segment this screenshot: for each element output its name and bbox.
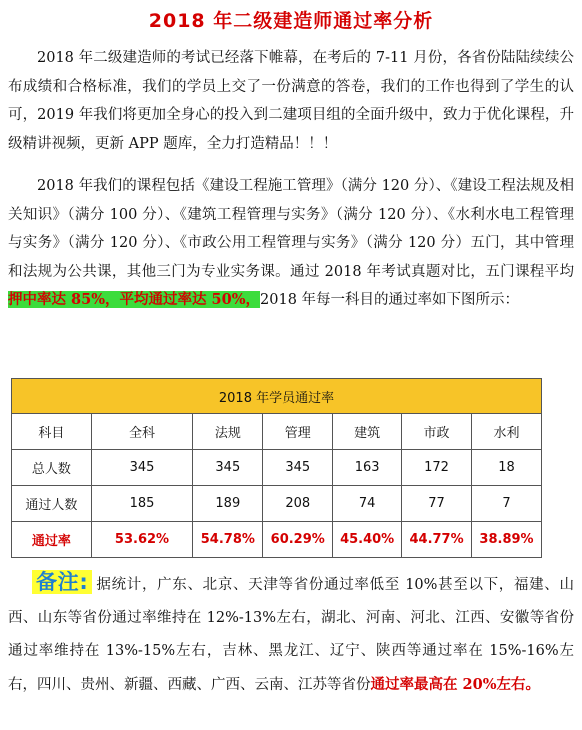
note-text: 据统计，广东、北京、天津等省份通过率低至 10%甚至以下，福建、山西、山东等省份通过率维持在 12%-13%左右，湖北、河南、河北、江西、安徽等省份通过率维持在 13%-15%左右，吉林、黑龙江、辽宁、陕西等通过率在 15%-16%左右，四川、贵州、新疆、西藏、广西、云南、江苏等省份 [8,577,574,693]
courses-paragraph [8,172,574,315]
table-cell: 345 [263,450,333,486]
table-cell: 18 [472,450,542,486]
header-cell: 市政 [402,414,472,450]
table-header-row [12,414,542,450]
courses-text: 2018 年我们的课程包括《建设工程施工管理》（满分 120 分）、《建设工程法规及相关知识》（满分 100 分）、《建筑工程管理与实务》（满分 120 分）、《水利水电工程管理与实务》（满分 120 分）、《市政公用工程管理与实务》（满分 120 分）五门，其中管理和法规为公共课，其他三门为专业实务课。通过 2018 年考试真题对比，五门课程平均 [8,178,574,280]
table-row [12,486,542,522]
header-cell: 科目 [12,414,92,450]
rate-cell: 54.78% [193,522,263,558]
rate-cell: 38.89% [472,522,542,558]
pass-rate-table [11,378,542,558]
table-cell: 189 [193,486,263,522]
intro-paragraph: 2018 年二级建造师的考试已经落下帷幕，在考后的 7-11 月份，各省份陆陆续续公布成绩和合格标准，我们的学员上交了一份满意的答卷，我们的工作也得到了学生的认可，2019 年我们将更加全身心的投入到二建项目组的全面升级中，致力于优化课程，升级精讲视频，更新 APP 题库，全力打造精品！！！ [8,50,574,152]
pass-rate-row [12,522,542,558]
note-paragraph [8,566,574,702]
table-cell: 172 [402,450,472,486]
table-cell: 74 [333,486,402,522]
header-cell: 管理 [263,414,333,450]
table-row [12,450,542,486]
rate-cell: 44.77% [402,522,472,558]
table-cell: 345 [193,450,263,486]
table-cell: 208 [263,486,333,522]
table-cell: 通过人数 [12,486,92,522]
header-cell: 法规 [193,414,263,450]
table-caption-row [12,379,542,414]
courses-text-tail: 2018 年每一科目的通过率如下图所示： [260,292,520,308]
table-cell: 77 [402,486,472,522]
rate-cell: 60.29% [263,522,333,558]
note-label: 备注: [32,570,92,594]
page-title: 2018 年二级建造师通过率分析 [148,10,434,32]
header-cell: 水利 [472,414,542,450]
table-cell: 185 [91,486,193,522]
rate-cell: 45.40% [333,522,402,558]
rate-cell: 53.62% [91,522,193,558]
table-cell: 总人数 [12,450,92,486]
header-cell: 建筑 [333,414,402,450]
highlighted-stats: 押中率达 85%，平均通过率达 50%， [8,291,261,308]
table-cell: 163 [333,450,402,486]
note-emphasis: 通过率最高在 20%左右。 [370,676,541,693]
table-cell: 7 [472,486,542,522]
header-cell: 全科 [91,414,193,450]
table-cell: 345 [91,450,193,486]
rate-cell: 通过率 [12,522,92,558]
table-caption: 2018 年学员通过率 [12,379,542,414]
